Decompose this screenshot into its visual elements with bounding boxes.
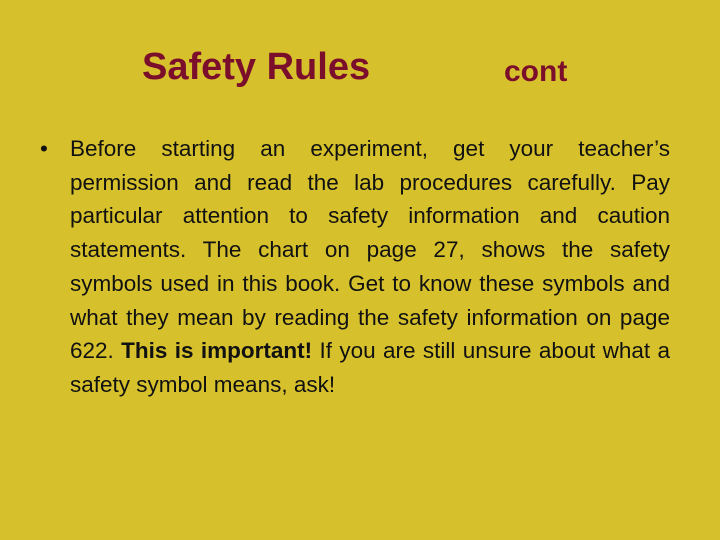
title-text: Safety Rules <box>142 46 371 88</box>
bullet-icon: • <box>40 136 48 161</box>
bullet-text-part1: Before starting an experiment, get your teacher’s permission and read the lab procedures carefully. Pay particular attention to safety information and caution statements. The chart on page 27, shows the safety symbols used in this book. Get to know these symbols and what they mean by reading the safety information on page 622. <box>70 136 670 364</box>
bullet-text-emphasis: This is important! <box>121 338 313 364</box>
slide-body <box>36 132 670 402</box>
title-suffix: cont <box>504 55 568 88</box>
bullet-text-part2: If you are still unsure about what a safety symbol means, ask! <box>70 338 670 397</box>
bullet-item <box>36 132 670 402</box>
